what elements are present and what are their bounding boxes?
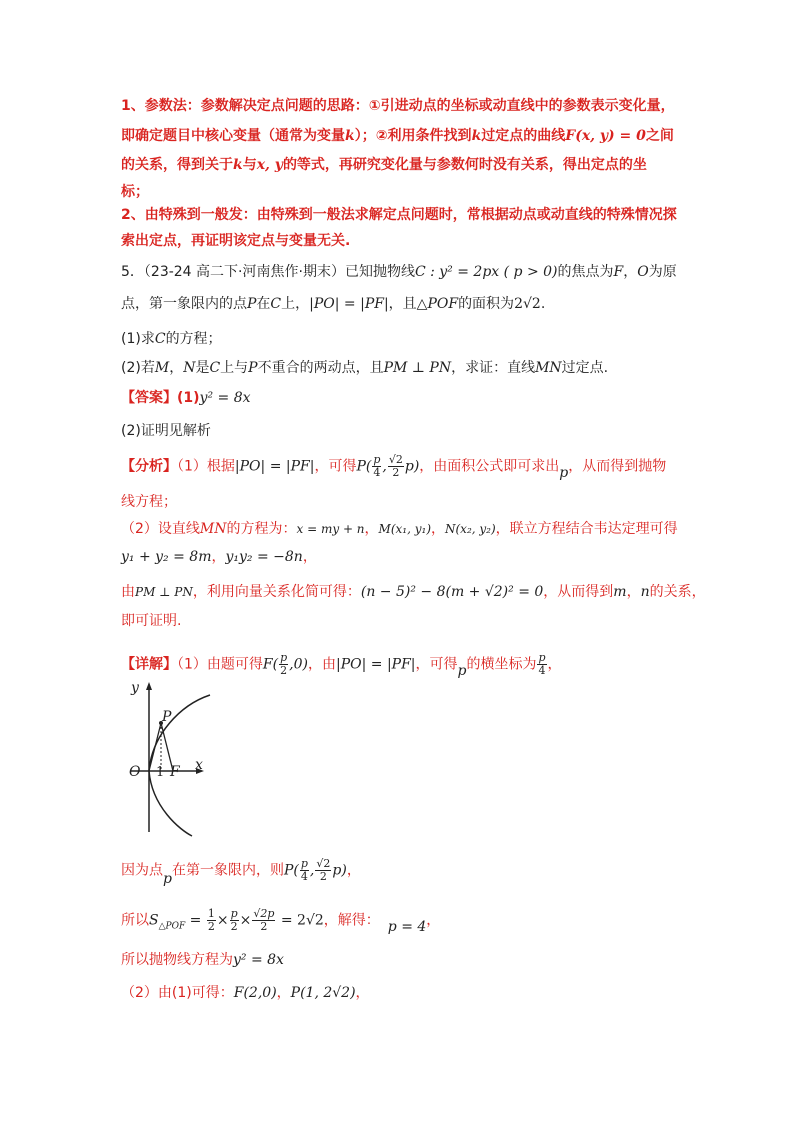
detail-line-5: （2）由(1)可得：F(2,0)，P(1, 2√2)， <box>121 985 370 1001</box>
parabola-graph <box>120 680 220 840</box>
method-2-line-2: 索出定点，再证明该定点与变量无关. <box>121 233 351 249</box>
detail-line-4: 所以抛物线方程为y² = 8x <box>121 952 284 968</box>
method-1-line-2: 即确定题目中核心变量（通常为变量k）；②利用条件找到k过定点的曲线F(x, y) = 0之间 <box>121 128 674 144</box>
problem-line-1: 5．（23-24 高二下·河南焦作·期末）已知抛物线C : y² = 2px ( p > 0)的焦点为F，O为原 <box>121 264 677 280</box>
method-1-line-4: 标； <box>121 184 149 200</box>
segment-OP <box>149 723 161 771</box>
label-O: O <box>129 764 141 780</box>
detail-line-3: 所以$S_{\triangle POF}$ = $\frac{1}{2}$ × $\frac{p}{2}$ × $\frac{√2p}{2}$ = 2√2，解得： p = 4， <box>121 907 441 935</box>
y-axis-label: y <box>131 680 139 696</box>
analysis-line-4: y₁ + y₂ = 8m，y₁y₂ = −8n， <box>121 549 317 565</box>
answer-2: (2)证明见解析 <box>121 423 211 439</box>
question-1: (1)求C的方程； <box>121 331 222 347</box>
answer-1: 【答案】(1)y² = 8x <box>121 390 251 406</box>
x-axis <box>130 768 204 774</box>
analysis-line-3: （2）设直线MN的方程为：x = my + n，M(x₁, y₁)，N(x₂, y₂)，联立方程结合韦达定理可得 <box>121 521 678 537</box>
detail-line-1: 【详解】（1）由题可得F( $\frac{p}{2}$ ,0)，由|PO| = |PF|，可得p的横坐标为 $\frac{p}{4}$ ， <box>121 651 562 679</box>
analysis-line-5: 由PM ⊥ PN，利用向量关系化简可得：(n − 5)² − 8(m + √2)² = 0，从而得到m，n的关系， <box>121 584 706 600</box>
method-1-line-3: 的关系，得到关于k与x, y的等式，再研究变化量与参数何时没有关系，得出定点的坐 <box>121 157 647 173</box>
question-2: (2)若M，N是C上与P不重合的两动点，且PM ⊥ PN，求证：直线MN过定点. <box>121 360 609 376</box>
x-axis-label: x <box>195 757 203 773</box>
detail-line-2: 因为点p在第一象限内，则P( $\frac{p}{4}$ , $\frac{√2}{2}$ p)， <box>121 857 361 887</box>
label-P: P <box>162 709 172 725</box>
problem-line-2: 点，第一象限内的点P在C上，|PO| = |PF|，且△POF的面积为2√2. <box>121 296 546 312</box>
method-1-line-1: 1、参数法：参数解决定点问题的思路：①引进动点的坐标或动直线中的参数表示变化量， <box>121 98 675 114</box>
method-2-line-1: 2、由特殊到一般发：由特殊到一般法求解定点问题时，常根据动点或动直线的特殊情况探 <box>121 207 677 223</box>
analysis-line-1: 【分析】（1）根据|PO| = |PF|，可得P( $\frac{p}{4}$ , $\frac{√2}{2}$ p)，由面积公式即可求出p，从而得到抛物 <box>121 453 667 481</box>
analysis-line-6: 即可证明. <box>121 613 182 629</box>
label-F: F <box>170 764 180 780</box>
analysis-line-2: 线方程； <box>121 494 177 510</box>
label-1: 1 <box>156 765 165 780</box>
